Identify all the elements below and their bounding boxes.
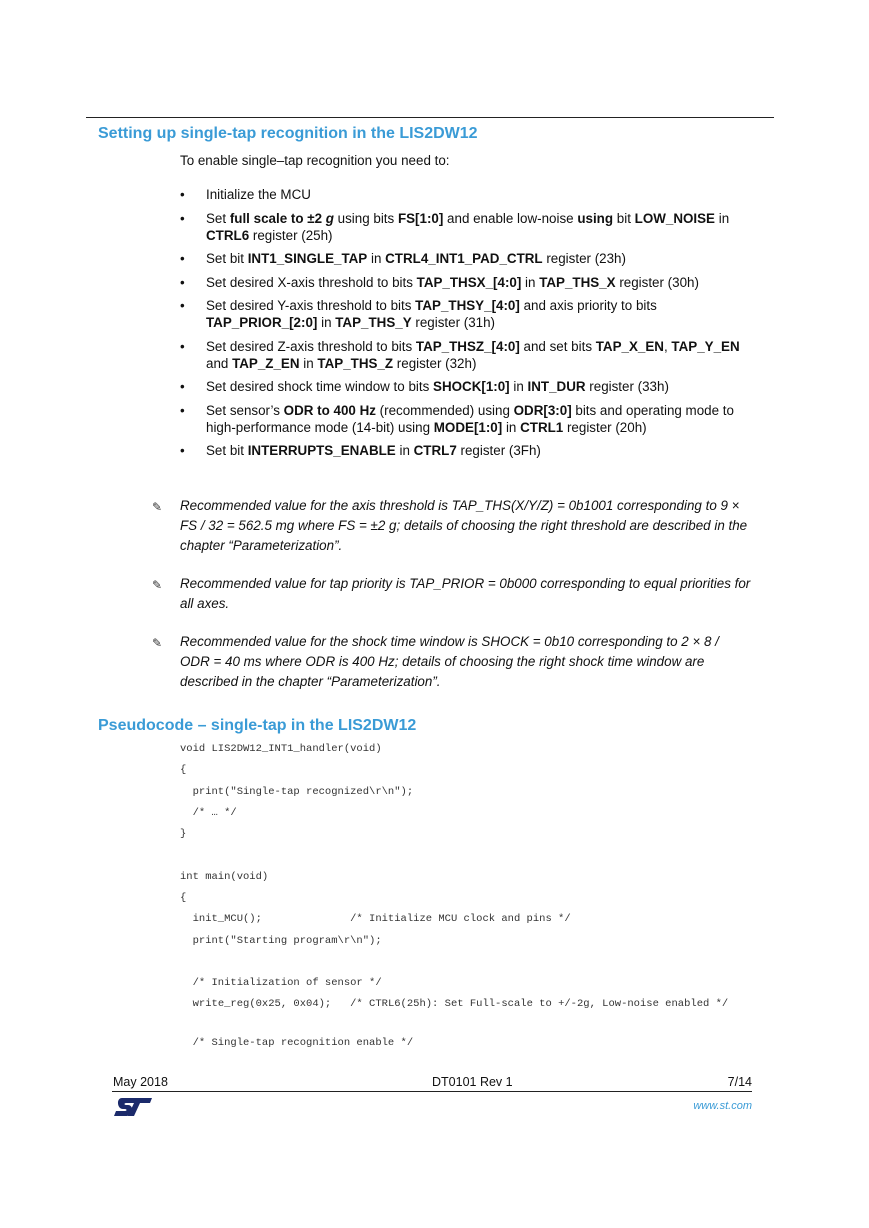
step-text: Set desired Z-axis threshold to bits	[206, 338, 416, 354]
note-shock-window	[152, 632, 752, 692]
bold-term: ODR to 400 Hz	[283, 402, 376, 418]
step-text: register (23h)	[542, 251, 626, 266]
setup-step-item	[180, 338, 760, 372]
code-line: /* … */	[180, 806, 237, 819]
bold-term: TAP_THS_Y	[335, 315, 412, 330]
note-text: Recommended value for tap priority is TAP_PRIOR = 0b000 corresponding to equal priorities for all axes.	[180, 576, 751, 611]
code-line: void LIS2DW12_INT1_handler(void)	[180, 743, 382, 755]
footer-rule	[112, 1091, 752, 1092]
setup-step-item	[180, 274, 760, 291]
step-text: Set bit	[206, 251, 248, 266]
code-line: int main(void)	[180, 870, 269, 883]
step-text: Set sensor’s	[206, 402, 284, 418]
setup-step-item	[180, 442, 760, 459]
step-text: ,	[663, 338, 672, 354]
bold-term: MODE[1:0]	[433, 419, 503, 435]
pseudocode-block	[180, 742, 740, 1057]
intro-text: To enable single–tap recognition you need to:	[180, 153, 450, 168]
code-line: /* Single-tap recognition enable */	[180, 1036, 414, 1049]
code-blank-line	[180, 955, 740, 976]
bold-term: TAP_THS_Z	[317, 355, 394, 371]
website-link[interactable]: www.st.com	[693, 1100, 752, 1112]
setup-step-item	[180, 402, 760, 436]
step-text: (recommended) using	[375, 402, 514, 418]
step-text: register (33h)	[585, 379, 669, 394]
step-text: Set bit	[206, 443, 248, 458]
step-text: Set	[206, 210, 230, 226]
bold-term: SHOCK[1:0]	[433, 379, 510, 394]
setup-step-item	[180, 378, 760, 395]
step-text: register (32h)	[393, 355, 477, 371]
note-axis-threshold	[152, 496, 752, 556]
step-text: in	[715, 210, 730, 226]
step-text: in	[395, 443, 414, 458]
bold-term: TAP_THS_X	[539, 274, 616, 290]
note-pencil-icon: ✎	[152, 636, 163, 650]
section-title-setup: Setting up single-tap recognition in the LIS2DW12	[98, 125, 478, 142]
step-text: in	[367, 251, 386, 266]
bold-term: CTRL7	[413, 443, 457, 458]
bold-term: TAP_THSY_[4:0]	[415, 298, 520, 313]
code-blank-line	[180, 848, 740, 869]
code-line: init_MCU(); /* Initialize MCU clock and pins */	[180, 913, 571, 926]
step-text: register (30h)	[615, 274, 699, 290]
bold-term: LOW_NOISE	[634, 210, 715, 226]
step-text: Set desired X-axis threshold to bits	[206, 274, 417, 290]
step-text: using bits	[333, 210, 398, 226]
st-logo	[112, 1096, 154, 1118]
code-line: {	[180, 892, 187, 905]
setup-steps-list	[180, 186, 760, 466]
code-line: print("Single-tap recognized\r\n");	[180, 785, 414, 798]
bold-term: TAP_X_EN	[595, 338, 664, 354]
code-blank-line	[180, 1015, 740, 1036]
bold-term: full scale to ±2	[229, 210, 326, 226]
step-text: register (25h)	[249, 227, 333, 243]
bold-term: TAP_THSX_[4:0]	[416, 274, 522, 290]
bold-term: using	[577, 210, 614, 226]
step-text: bit	[613, 210, 635, 226]
step-text: and enable low-noise	[443, 210, 578, 226]
step-text: and	[206, 355, 233, 371]
bold-term: CTRL6	[206, 227, 250, 243]
footer-page-number: 7/14	[727, 1075, 752, 1089]
step-text: in	[502, 419, 521, 435]
code-line: print("Starting program\r\n");	[180, 934, 382, 947]
code-line: {	[180, 764, 187, 777]
bold-term: TAP_Z_EN	[232, 355, 300, 371]
step-text: register (3Fh)	[456, 443, 541, 458]
step-text: in	[521, 274, 540, 290]
code-line: /* Initialization of sensor */	[180, 977, 382, 990]
bold-term: INT_DUR	[527, 379, 586, 394]
step-text: register (20h)	[563, 419, 647, 435]
step-text: in	[509, 379, 528, 394]
bold-term: CTRL4_INT1_PAD_CTRL	[385, 251, 543, 266]
bold-term: INTERRUPTS_ENABLE	[247, 443, 396, 458]
step-text: register (31h)	[411, 315, 496, 330]
setup-step-item	[180, 210, 760, 244]
note-pencil-icon: ✎	[152, 578, 163, 592]
note-pencil-icon: ✎	[152, 500, 163, 514]
note-text: Recommended value for the shock time window is SHOCK = 0b10 corresponding to 2 × 8 / ODR = 40 ms where ODR is 400 Hz; details of choosing the right shock time window are described in the chapter “Parameterization”.	[180, 634, 719, 689]
header-rule	[86, 117, 774, 118]
footer-doc-id: DT0101 Rev 1	[432, 1075, 513, 1089]
bold-term: TAP_THSZ_[4:0]	[415, 338, 520, 354]
step-text: Set desired Y-axis threshold to bits	[206, 298, 416, 313]
step-text: in	[299, 355, 318, 371]
section-title-pseudocode: Pseudocode – single-tap in the LIS2DW12	[98, 717, 417, 734]
bold-term: CTRL1	[520, 419, 564, 435]
code-line: write_reg(0x25, 0x04); /* CTRL6(25h): Set Full-scale to +/-2g, Low-noise enabled */	[180, 997, 729, 1010]
setup-step-item	[180, 250, 760, 267]
bold-term: TAP_Y_EN	[671, 338, 740, 354]
code-line: }	[180, 828, 187, 841]
setup-step-item	[180, 186, 760, 203]
step-text: Set desired shock time window to bits	[206, 379, 434, 394]
step-text: bits and operating mode to high-performance mode (14-bit) using	[206, 402, 734, 435]
footer-date: May 2018	[113, 1075, 168, 1089]
bold-term: ODR[3:0]	[513, 402, 572, 418]
step-text: and axis priority to bits	[519, 298, 657, 313]
bold-term: g	[325, 210, 334, 226]
bold-term: INT1_SINGLE_TAP	[247, 251, 368, 266]
setup-step-item	[180, 297, 760, 331]
bold-term: FS[1:0]	[397, 210, 444, 226]
step-text: and set bits	[519, 338, 596, 354]
note-text: Recommended value for the axis threshold is TAP_THS(X/Y/Z) = 0b1001 corresponding to 9 × FS / 32 = 562.5 mg where FS = ±2 g; details of choosing the right threshold are described in the chapter “Parameterization”.	[180, 498, 748, 553]
note-tap-priority	[152, 574, 752, 614]
step-text: in	[317, 315, 336, 330]
bold-term: TAP_PRIOR_[2:0]	[206, 315, 318, 330]
step-text: Initialize the MCU	[206, 187, 311, 202]
